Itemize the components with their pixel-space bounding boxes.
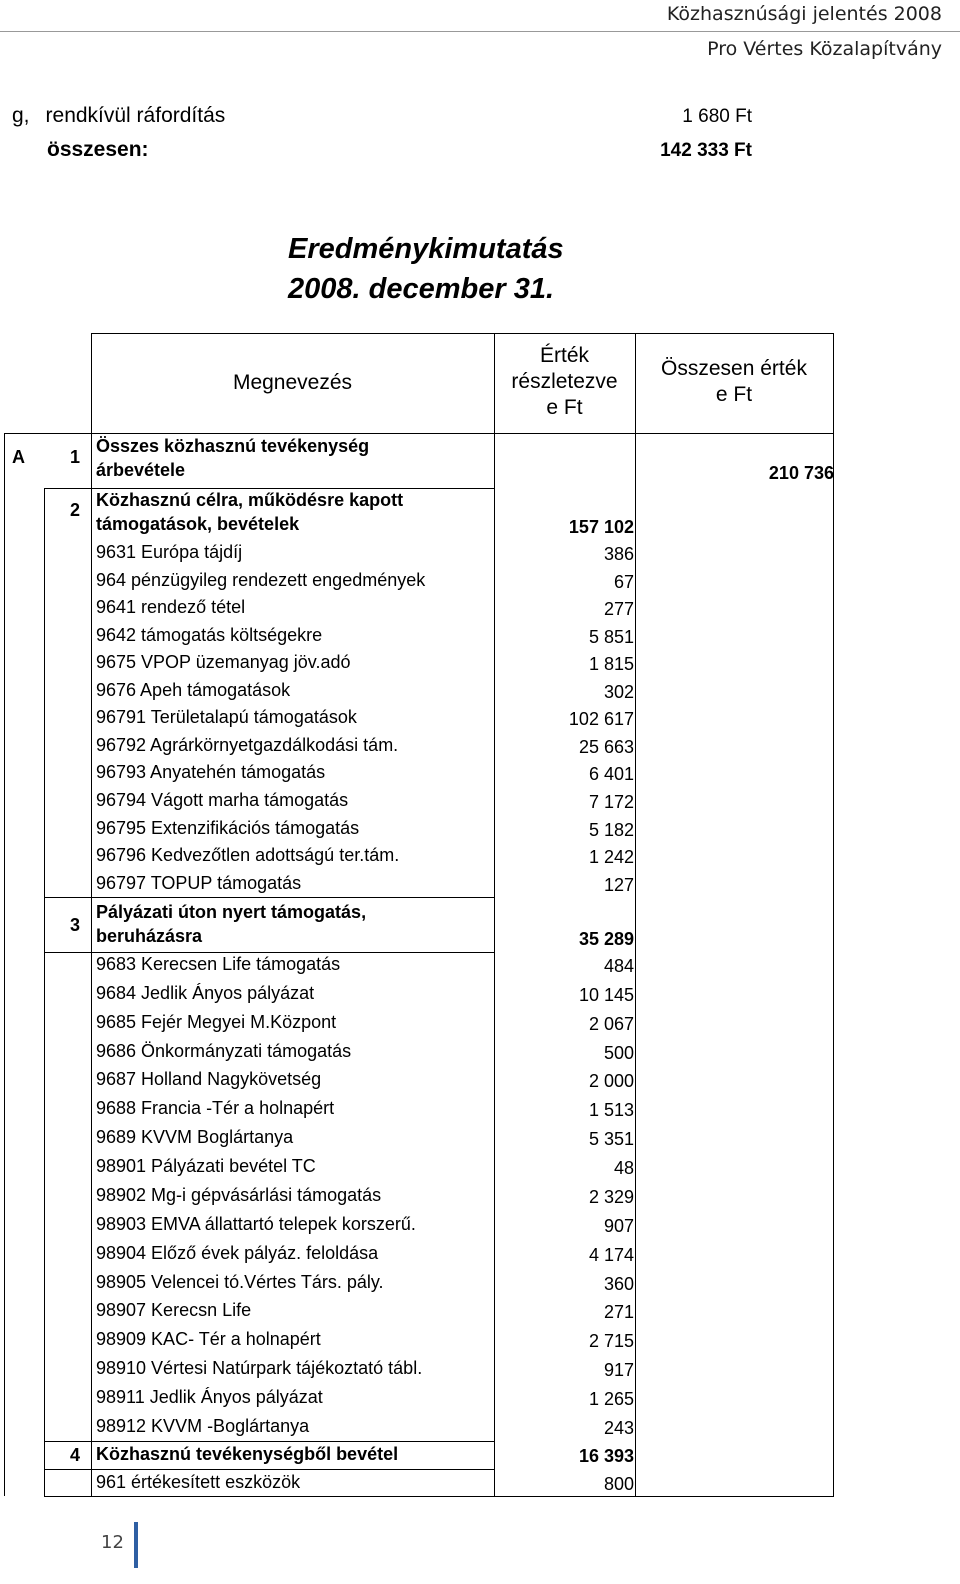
grid-line (635, 333, 636, 1496)
detail-row-label: 98910 Vértesi Natúrpark tájékoztató tábl. (96, 1358, 423, 1378)
page-title: Eredménykimutatás (288, 233, 564, 265)
grid-line (44, 488, 45, 1496)
extraordinary-expense-value: 1 680 Ft (682, 106, 752, 127)
grid-line (44, 952, 495, 953)
column-header-total (635, 356, 833, 408)
detail-row-value: 386 (603, 544, 634, 564)
row-value: 35 289 (578, 929, 634, 949)
detail-row-label: 9688 Francia -Tér a holnapért (96, 1098, 335, 1118)
page-subtitle-date: 2008. december 31. (288, 273, 555, 305)
column-header-detail (494, 343, 635, 421)
detail-row-label: 964 pénzügyileg rendezett engedmények (96, 570, 426, 590)
column-header-detail-line: részletezve (511, 370, 618, 393)
item-text: rendkívül ráfordítás (45, 104, 226, 127)
detail-row-value: 2 000 (588, 1071, 634, 1091)
detail-row-label: 98911 Jedlik Ányos pályázat (96, 1387, 323, 1407)
column-header-detail-line: Érték (539, 344, 589, 367)
detail-row-label: 9689 KVVM Boglártanya (96, 1127, 294, 1147)
detail-row-value: 6 401 (588, 764, 634, 784)
detail-row-label: 9685 Fejér Megyei M.Központ (96, 1012, 337, 1032)
detail-row-label: 9675 VPOP üzemanyag jöv.adó (96, 652, 351, 672)
total-label: összesen: (47, 138, 149, 161)
detail-row-value: 25 663 (578, 737, 634, 757)
detail-row-value: 48 (613, 1158, 634, 1178)
item-letter: g, (12, 104, 30, 127)
detail-row-label: 98904 Előző évek pályáz. feloldása (96, 1243, 379, 1263)
detail-row-value: 67 (613, 572, 634, 592)
grid-line (44, 897, 495, 898)
detail-row-value: 2 329 (588, 1187, 634, 1207)
detail-row-value: 1 265 (588, 1389, 634, 1409)
detail-row-label: 96793 Anyatehén támogatás (96, 762, 326, 782)
detail-row-value: 243 (603, 1418, 634, 1438)
detail-row-value: 1 242 (588, 847, 634, 867)
detail-row-label: 96796 Kedvezőtlen adottságú ter.tám. (96, 845, 400, 865)
detail-row-value: 1 513 (588, 1100, 634, 1120)
row-label: Közhasznú tevékenységből bevétel (96, 1444, 399, 1464)
row-label: támogatások, bevételek (96, 514, 300, 534)
detail-row-value: 4 174 (588, 1245, 634, 1265)
detail-row-value: 360 (603, 1274, 634, 1294)
detail-row-label: 9686 Önkormányzati támogatás (96, 1041, 352, 1061)
column-header-name: Megnevezés (232, 371, 353, 394)
detail-row-value: 907 (603, 1216, 634, 1236)
detail-row-label: 98909 KAC- Tér a holnapért (96, 1329, 321, 1349)
detail-row-label: 96797 TOPUP támogatás (96, 873, 302, 893)
detail-row-value: 5 351 (588, 1129, 634, 1149)
detail-row-label: 9683 Kerecsen Life támogatás (96, 954, 341, 974)
grid-line (494, 333, 495, 1496)
detail-row-value: 2 067 (588, 1014, 634, 1034)
row-value: 157 102 (568, 517, 634, 537)
detail-row-value: 917 (603, 1360, 634, 1380)
extraordinary-expense-label (12, 104, 225, 128)
detail-row-label: 96791 Területalapú támogatások (96, 707, 357, 727)
detail-row-value: 1 815 (588, 654, 634, 674)
row-number: 2 (69, 500, 80, 520)
detail-row-value: 5 851 (588, 627, 634, 647)
page-number-bar (134, 1522, 138, 1568)
grid-line (44, 1469, 495, 1470)
column-header-total-line: e Ft (715, 383, 753, 406)
detail-row-label: 9641 rendező tétel (96, 597, 246, 617)
column-header-detail-line: e Ft (546, 396, 583, 419)
row-label: Pályázati úton nyert támogatás, (96, 902, 367, 922)
row-label: Összes közhasznú tevékenység (96, 436, 370, 456)
detail-row-value: 102 617 (568, 709, 634, 729)
detail-row-value: 277 (603, 599, 634, 619)
row-label: árbevétele (96, 460, 186, 480)
grid-line (44, 1496, 834, 1497)
detail-row-label: 96795 Extenzifikációs támogatás (96, 818, 360, 838)
detail-row-label: 98901 Pályázati bevétel TC (96, 1156, 316, 1176)
detail-row-value: 500 (603, 1043, 634, 1063)
detail-row-value: 127 (603, 875, 634, 895)
row-number: 3 (69, 915, 80, 935)
detail-row-label: 98912 KVVM -Boglártanya (96, 1416, 310, 1436)
detail-row-value: 302 (603, 682, 634, 702)
detail-row-label: 9687 Holland Nagykövetség (96, 1069, 322, 1089)
grid-line (44, 1441, 495, 1442)
detail-row-label: 9631 Európa tájdíj (96, 542, 243, 562)
row-number: 4 (69, 1445, 80, 1465)
row-total: 210 736 (768, 463, 834, 483)
row-label: beruházásra (96, 926, 203, 946)
grid-line (91, 333, 834, 334)
detail-row-value: 271 (603, 1302, 634, 1322)
grid-line (44, 488, 495, 489)
detail-row-label: 961 értékesített eszközök (96, 1472, 301, 1492)
detail-row-value: 7 172 (588, 792, 634, 812)
detail-row-label: 98903 EMVA állattartó telepek korszerű. (96, 1214, 416, 1234)
detail-row-value: 800 (603, 1474, 634, 1494)
total-value: 142 333 Ft (660, 140, 752, 161)
grid-line (4, 433, 834, 434)
grid-line (4, 433, 5, 1496)
row-label: Közhasznú célra, működésre kapott (96, 490, 404, 510)
column-header-total-line: Összesen érték (661, 357, 807, 380)
grid-line (833, 333, 834, 1496)
section-letter: A (12, 447, 25, 467)
detail-row-label: 9642 támogatás költségekre (96, 625, 323, 645)
page-number: 12 (101, 1532, 124, 1553)
detail-row-label: 9676 Apeh támogatások (96, 680, 291, 700)
row-value: 16 393 (578, 1446, 634, 1466)
detail-row-label: 98907 Kerecsn Life (96, 1300, 252, 1320)
row-number: 1 (69, 447, 80, 467)
running-header-title: Közhasznúsági jelentés 2008 (666, 3, 942, 25)
grid-line (91, 333, 92, 1496)
detail-row-label: 96792 Agrárkörnyetgazdálkodási tám. (96, 735, 399, 755)
detail-row-value: 484 (603, 956, 634, 976)
detail-row-label: 98905 Velencei tó.Vértes Társ. pály. (96, 1272, 384, 1292)
detail-row-label: 9684 Jedlik Ányos pályázat (96, 983, 315, 1003)
detail-row-value: 2 715 (588, 1331, 634, 1351)
running-header-organization: Pro Vértes Közalapítvány (707, 38, 942, 60)
header-divider (0, 31, 960, 32)
detail-row-label: 96794 Vágott marha támogatás (96, 790, 349, 810)
detail-row-value: 5 182 (588, 820, 634, 840)
detail-row-value: 10 145 (578, 985, 634, 1005)
detail-row-label: 98902 Mg-i gépvásárlási támogatás (96, 1185, 382, 1205)
